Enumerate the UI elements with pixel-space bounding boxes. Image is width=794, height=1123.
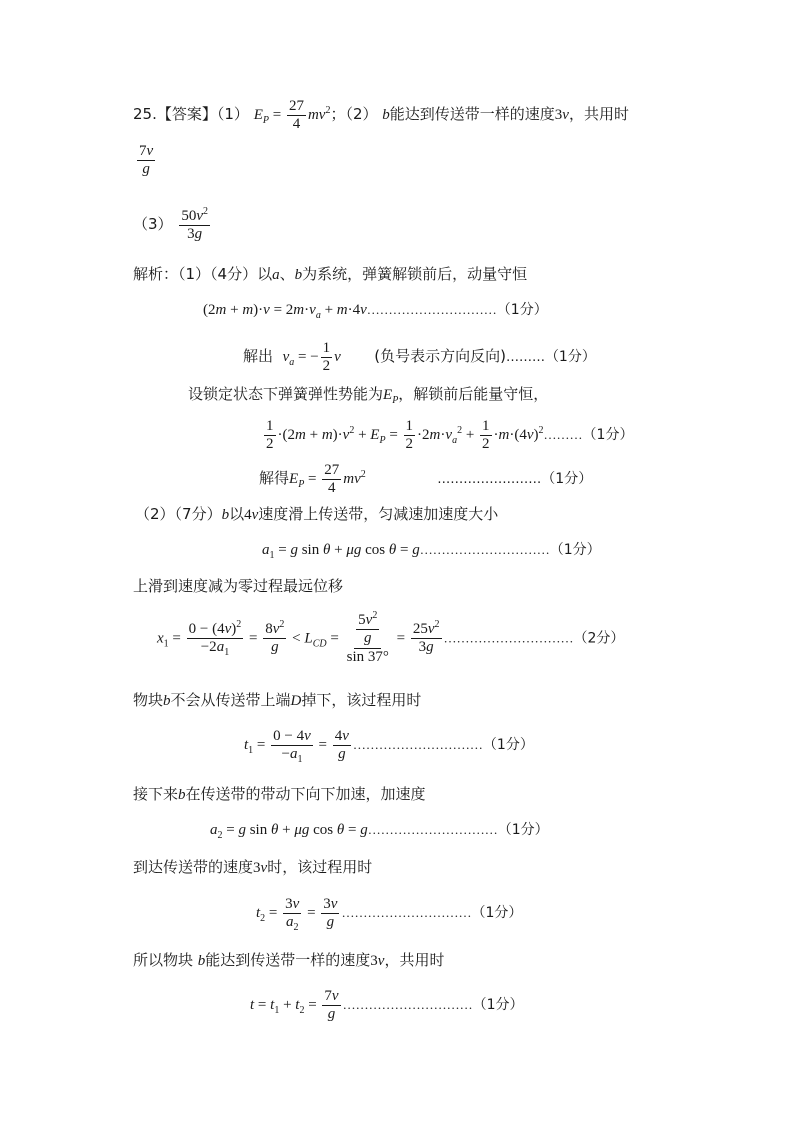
score-2: （1分） — [544, 349, 596, 366]
conclude-a: 所以物块 — [133, 951, 198, 969]
ep-result: 解得$E_P$ = $\frac{27}{4}$ $mv^2$ ……………………（1分） — [259, 462, 593, 497]
question-number: 25. — [133, 105, 157, 124]
a2-equation: $a_2 = g$ sin θ + μg cos θ = g…………………………（1分） — [210, 822, 549, 841]
dots: ……… — [543, 427, 583, 443]
next-a: 接下来 — [133, 785, 179, 803]
part-1-marker: （1） — [216, 105, 249, 124]
energy-equation: $\frac{1}{2}$ $\cdot(2m + m)\cdot v^2 + E_P$ = $\frac{1}{2}$ $\cdot 2m\cdot v_a^2$ + $\frac{1}{2}$ $\cdot m\cdot(4v)^2\dots\dots\dots(1$分） — [266, 418, 634, 453]
solve-label: 解出 — [243, 347, 274, 366]
conclude-c: ，共用时 — [384, 951, 445, 969]
momentum-equation: $(2m + m)\cdot v = 2m\cdot v_a$ + m·4v…………………………（1分） — [203, 302, 548, 321]
next-b: 在传送带的带动下向下加速，加速度 — [185, 785, 426, 803]
score-8: （1分） — [497, 822, 549, 838]
reach-a: 到达传送带的速度 — [133, 858, 254, 876]
part1-intro: （1）（4分）以 — [178, 265, 273, 283]
energy-intro-text: 设锁定状态下弹簧弹性势能为 — [188, 385, 384, 403]
score-7: （1分） — [482, 737, 534, 754]
no-fall-b: 不会从传送带上端 — [170, 691, 291, 709]
dots: …………………… — [437, 472, 542, 488]
dots: ………………………… — [352, 737, 483, 753]
analysis-label: 解析： — [133, 265, 179, 283]
x1-equation: $x_1$ = $\frac{0 - (4v)^2}{-2a_1}$ = $\frac{8v^2}{g}$ < $L_{CD}$ = $\frac{\frac{5v^2}{g}}{\sin 37^\circ}$ = $\frac{25v^2}{3g}$ …………………………（2分） — [157, 610, 625, 665]
slide-up-text — [133, 576, 343, 596]
score-10: （1分） — [472, 997, 524, 1014]
analysis-part1-intro: 解析：（1）（4分）以a、b为系统，弹簧解锁前后，动量守恒 — [133, 265, 528, 283]
dots: ……… — [505, 350, 545, 366]
result-label: 解得 — [259, 469, 290, 488]
answer-2-time-fraction: $\frac{7v}{g}$ — [139, 143, 154, 178]
energy-intro: 设锁定状态下弹簧弹性势能为$E_P$，解锁前后能量守恒， — [188, 385, 549, 406]
part1-tail: 为系统，弹簧解锁前后，动量守恒 — [302, 265, 528, 283]
dots: ………………………… — [366, 302, 497, 317]
answer-2-tail: ，共用时 — [568, 105, 629, 124]
part-3-marker: （3） — [133, 215, 173, 234]
answer-3-line: （3） $\frac{50v^2}{3g}$ — [133, 206, 208, 243]
conclude-b: 能达到传送带一样的速度 — [205, 951, 371, 969]
t1-equation: $t_1$ = $\frac{0 - 4v}{-a_1}$ = $\frac{4v}{g}$ …………………………（1分） — [244, 728, 534, 766]
answer-header-line: 25.【答案】（1） $E_P$ = $\frac{27}{4}$ $mv^2$；（2） b能达到传送带一样的速度3v，共用时 — [133, 98, 629, 133]
solve-va-line: 解出 $v_a$ = − $\frac{1}{2}$ v (负号表示方向反向)………（1分） — [243, 340, 596, 375]
score-4: （1分） — [541, 471, 593, 488]
formula-ep-answer: $E_P$ = $\frac{27}{4}$ $mv^2$ — [253, 98, 331, 133]
dots: ………………………… — [419, 542, 550, 557]
energy-tail: ，解锁前后能量守恒， — [398, 385, 549, 403]
part2-tail: 速度滑上传送带，匀减速加速度大小 — [258, 505, 499, 523]
reach-text: 到达传送带的速度3v时，该过程用时 — [133, 858, 373, 876]
separator-2: ；（2） — [330, 105, 378, 124]
t2-equation: $t_2$ = $\frac{3v}{a_2}$ = $\frac{3v}{g}$ …………………………（1分） — [256, 896, 523, 934]
part2-intro: （2）（7分）b以4v速度滑上传送带，匀减速加速度大小 — [135, 505, 499, 523]
part2-intro-text: （2）（7分） — [135, 505, 222, 523]
dots: ………………………… — [367, 822, 498, 837]
no-fall-c: 掉下，该过程用时 — [301, 691, 422, 709]
answer-tag: 【答案】 — [156, 105, 217, 124]
answer-2-text: 能达到传送带一样的速度 — [389, 105, 555, 124]
negative-note: (负号表示方向反向) — [374, 347, 506, 366]
next-text: 接下来b在传送带的带动下向下加速，加速度 — [133, 785, 426, 803]
score-3: （1分） — [582, 427, 634, 444]
dots: ………………………… — [342, 997, 473, 1013]
a1-equation: $a_1 = g$ sin θ + μg cos θ = g…………………………（1分） — [262, 542, 601, 561]
part2-mid: 以 — [229, 505, 245, 523]
score-1: （1分） — [496, 302, 548, 318]
slide-up: 上滑到速度减为零过程最远位移 — [133, 577, 344, 595]
sep: 、 — [279, 265, 295, 283]
score-9: （1分） — [471, 905, 523, 922]
score-5: （1分） — [549, 542, 601, 558]
no-fall-text: 物块b不会从传送带上端D掉下，该过程用时 — [133, 691, 422, 709]
t-total-equation: $t = t_1 + t_2$ = $\frac{7v}{g}$ …………………………（1分） — [250, 988, 524, 1023]
score-6: （2分） — [573, 630, 625, 647]
reach-b: 时，该过程用时 — [267, 858, 373, 876]
no-fall-a: 物块 — [133, 691, 164, 709]
conclude-text: 所以物块 b能达到传送带一样的速度3v，共用时 — [133, 951, 445, 969]
dots: ………………………… — [341, 905, 472, 921]
dots: ………………………… — [443, 630, 574, 646]
